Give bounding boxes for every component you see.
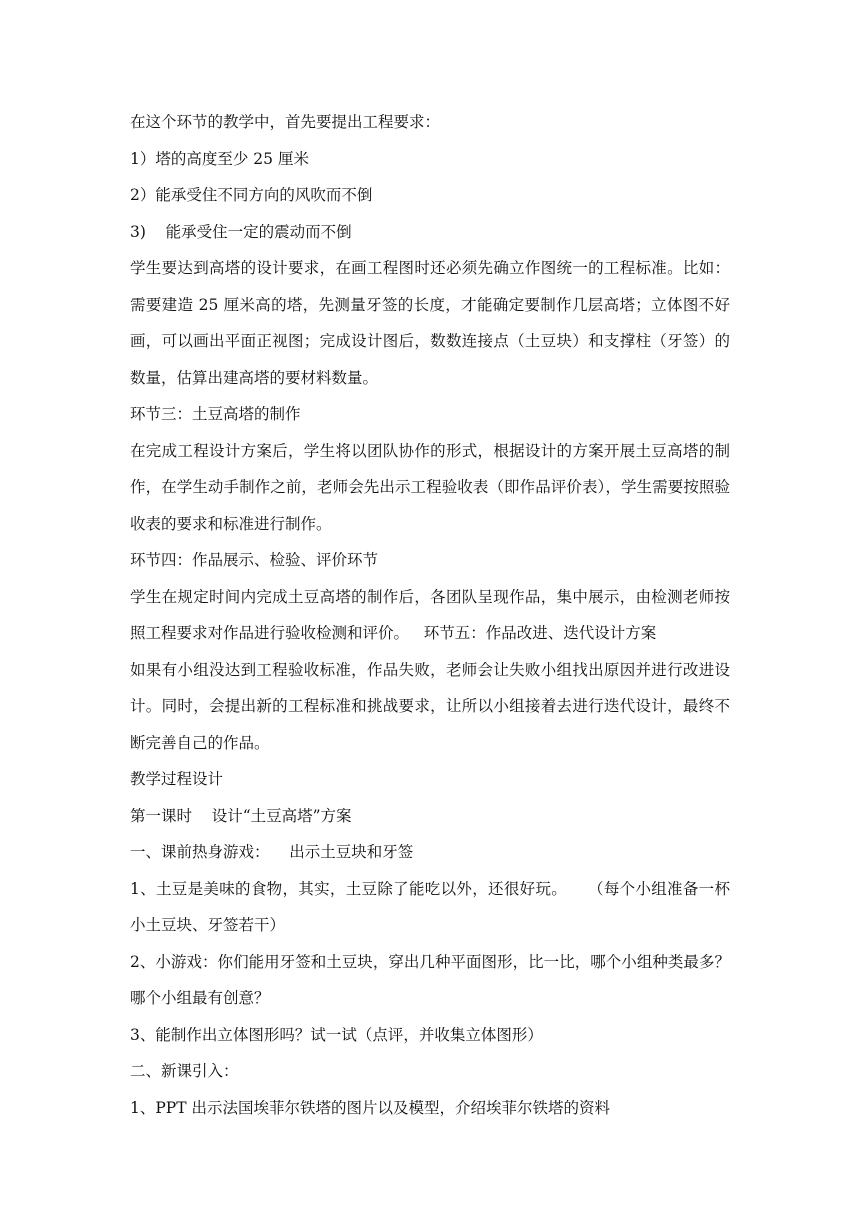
section-heading-teaching-process: 教学过程设计 [130, 770, 224, 788]
subheading-introduction: 二、新课引入： [130, 1062, 239, 1080]
list-item-warmup-3: 3、能制作出立体图形吗？试一试（点评，并收集立体图形） [130, 1025, 543, 1044]
paragraph-construction: 在完成工程设计方案后，学生将以团队协作的形式，根据设计的方案开展土豆高塔的制作，在学生动手制作之前，老师会先出示工程验收表（即作品评价表），学生需要按照验收表的要求和标准进行制作。 [130, 441, 730, 533]
list-item-introduction-1: 1、PPT 出示法国埃菲尔铁塔的图片以及模型，介绍埃菲尔铁塔的资料 [130, 1098, 610, 1117]
list-item-warmup-1: 1、土豆是美味的食物，其实，土豆除了能吃以外，还很好玩。 （每个小组准备一杯小土豆块、牙签若干） [130, 879, 730, 934]
requirement-item-1: 1）塔的高度至少 25 厘米 [130, 149, 309, 168]
list-item-warmup-2: 2、小游戏：你们能用牙签和土豆块，穿出几种平面图形，比一比，哪个小组种类最多？哪个小组最有创意？ [130, 952, 730, 1007]
section-heading-step4: 环节四：作品展示、检验、评价环节 [130, 551, 379, 569]
requirement-item-3: 3) 能承受住一定的震动而不倒 [130, 222, 352, 241]
paragraph-intro: 在这个环节的教学中，首先要提出工程要求： [130, 113, 441, 131]
lesson-heading-1: 第一课时 设计“土豆高塔”方案 [130, 806, 352, 825]
paragraph-improvement: 如果有小组没达到工程验收标准，作品失败，老师会让失败小组找出原因并进行改进设计。同时，会提出新的工程标准和挑战要求，让所以小组接着去进行迭代设计，最终不断完善自己的作品。 [130, 660, 730, 752]
section-heading-step3: 环节三：土豆高塔的制作 [130, 405, 301, 423]
paragraph-design-standard: 学生要达到高塔的设计要求，在画工程图时还必须先确立作图统一的工程标准。比如：需要建造 25 厘米高的塔，先测量牙签的长度，才能确定要制作几层高塔；立体图不好画，可以画出平面正视图；完成设计图后，数数连接点（土豆块）和支撑柱（牙签）的数量，估算出建高塔的要材料数量。 [130, 259, 730, 387]
paragraph-exhibition: 学生在规定时间内完成土豆高塔的制作后，各团队呈现作品，集中展示，由检测老师按照工程要求对作品进行验收检测和评价。 环节五：作品改进、迭代设计方案 [130, 587, 730, 642]
document-body [130, 104, 730, 1126]
subheading-warmup: 一、课前热身游戏： 出示土豆块和牙签 [130, 843, 414, 861]
requirement-item-2: 2）能承受住不同方向的风吹而不倒 [130, 186, 373, 204]
